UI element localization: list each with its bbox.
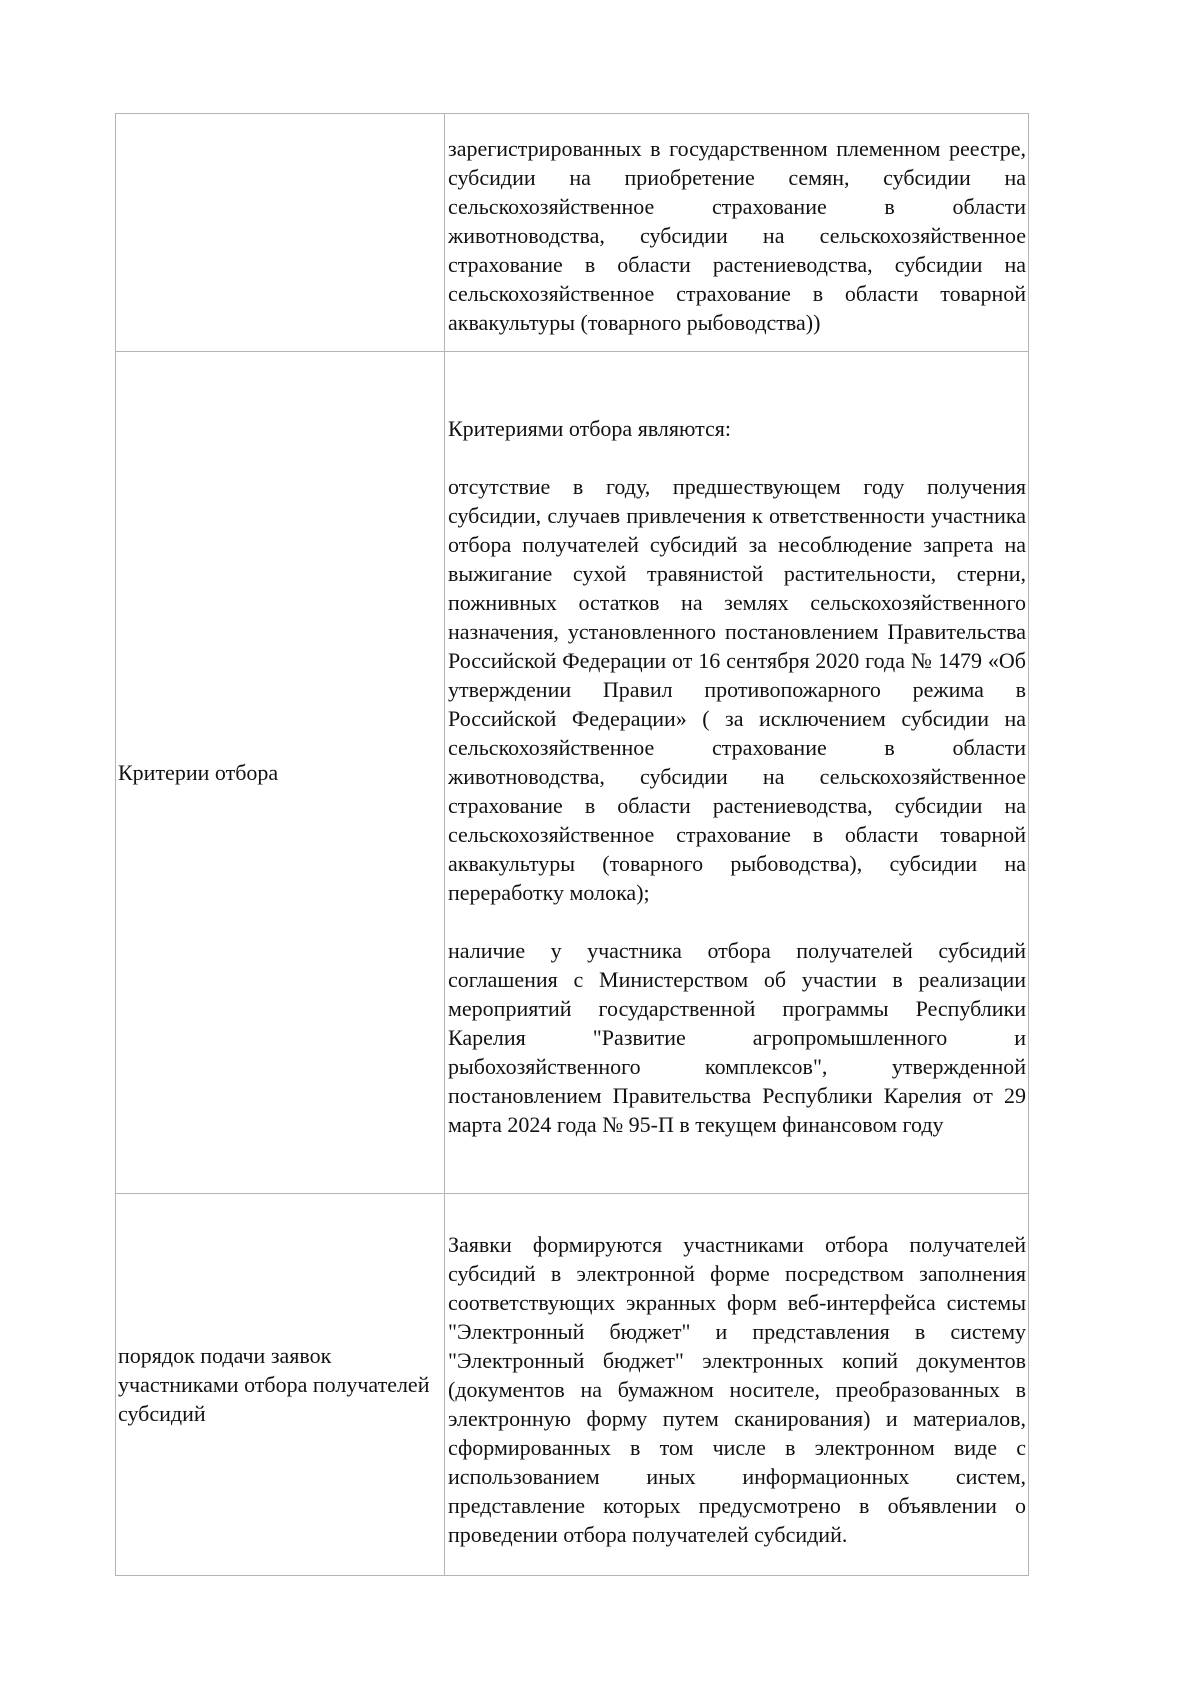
paragraph: Критериями отбора являются: xyxy=(448,416,732,441)
paragraph: наличие у участника отбора получателей субсидий соглашения с Министерством об участии в реализации мероприятий государственной программы Республики Карелия "Развитие агропромышленного и рыбохозяйственного комплексов", утвержденной постановлением Правительства Республики Карелия от 29 марта 2024 года № 95-П в текущем финансовом году xyxy=(448,938,1026,1137)
paragraph: отсутствие в году, предшествующем году получения субсидии, случаев привлечения к ответственности участника отбора получателей субсидий за несоблюдение запрета на выжигание сухой травянистой растительности, стерни, пожнивных остатков на землях сельскохозяйственного назначения, установленного постановлением Правительства Российской Федерации от 16 сентября 2020 года № 1479 «Об утверждении Правил противопожарного режима в Российской Федерации» ( за исключением субсидии на сельскохозяйственное страхование в области животноводства, субсидии на сельскохозяйственное страхование в области растениеводства, субсидии на сельскохозяйственное страхование в области товарной аквакультуры (товарного рыбоводства), субсидии на переработку молока); xyxy=(448,474,1026,905)
table-row xyxy=(116,1194,1029,1576)
row-label-application-procedure: порядок подачи заявок участниками отбора получателей субсидий xyxy=(118,1343,430,1426)
row-content-cell xyxy=(445,352,1029,1194)
row-label-cell xyxy=(116,114,445,352)
table-row xyxy=(116,114,1029,352)
row-content-cell xyxy=(445,114,1029,352)
row-content xyxy=(445,406,1028,1139)
paragraph: Заявки формируются участниками отбора получателей субсидий в электронной форме посредством заполнения соответствующих экранных форм веб-интерфейса системы "Электронный бюджет" и представления в систему "Электронный бюджет" электронных копий документов (документов на бумажном носителе, преобразованных в электронную форму путем сканирования) и материалов, сформированных в том числе в электронном виде с использованием иных информационных систем, представление которых предусмотрено в объявлении о проведении отбора получателей субсидий. xyxy=(448,1232,1026,1547)
paragraph: зарегистрированных в государственном племенном реестре, субсидии на приобретение семян, субсидии на сельскохозяйственное страхование в области животноводства, субсидии на сельскохозяйственное страхование в области растениеводства, субсидии на сельскохозяйственное страхование в области товарной аквакультуры (товарного рыбоводства)) xyxy=(448,136,1026,335)
row-content xyxy=(445,1220,1028,1549)
document-table xyxy=(115,113,1029,1576)
table-row xyxy=(116,352,1029,1194)
row-label-cell xyxy=(116,352,445,1194)
row-content-cell xyxy=(445,1194,1029,1576)
row-label-cell xyxy=(116,1194,445,1576)
row-content xyxy=(445,128,1028,337)
row-label-selection-criteria: Критерии отбора xyxy=(118,760,279,785)
